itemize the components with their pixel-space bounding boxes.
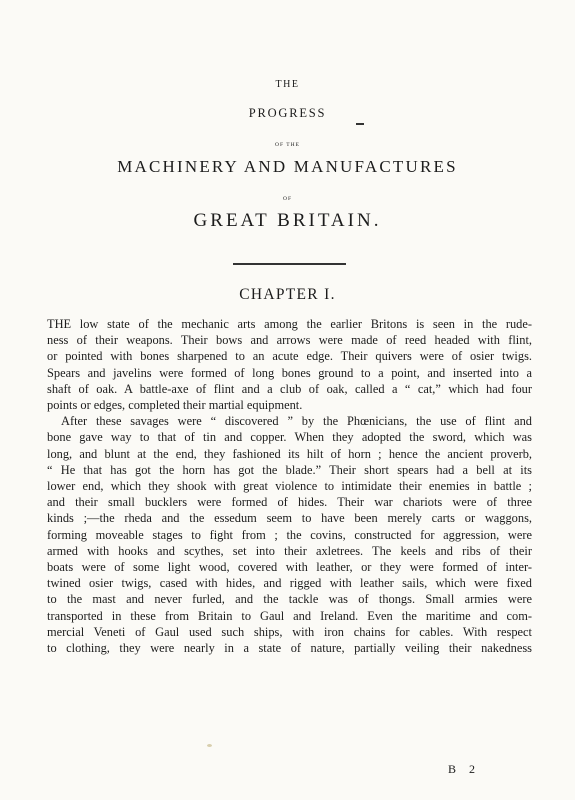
title-great-britain: GREAT BRITAIN. bbox=[193, 210, 382, 231]
body-line: armed with hooks and scythes, set into their axletrees. The keels and ribs of their bbox=[47, 543, 532, 558]
paper-speck bbox=[207, 744, 212, 747]
body-line: long, and blunt at the end, they fashioned its hilt of horn ; hence the ancient proverb, bbox=[47, 446, 532, 461]
body-line: points or edges, completed their martial equipment. bbox=[47, 398, 303, 413]
title-progress: PROGRESS bbox=[248, 106, 327, 120]
body-line: “ He that has got the horn has got the blade.” Their short spears had a bell at its bbox=[47, 462, 532, 477]
body-line: to the mast and never furled, and the tackle was of thongs. Small armies were bbox=[47, 592, 532, 607]
body-line: shaft of oak. A battle-axe of flint and a club of oak, called a “ cat,” which had four bbox=[47, 381, 532, 396]
body-line: After these savages were “ discovered ” by the Phœnicians, the use of flint and bbox=[61, 414, 532, 429]
body-line: boats were of some light wood, covered with leather, or they were formed of inter- bbox=[47, 560, 532, 575]
body-line: forming moveable stages to fight from ; the covins, constructed for aggression, were bbox=[47, 527, 532, 542]
title-the: THE bbox=[275, 79, 300, 90]
body-line: Spears and javelins were formed of long bones ground to a point, and inserted into a bbox=[47, 365, 532, 380]
body-line: twined osier twigs, cased with hides, and rigged with leather sails, which were fixed bbox=[47, 576, 532, 591]
body-line: to clothing, they were nearly in a state of nature, partially veiling their nakedness bbox=[47, 641, 532, 656]
body-line: kinds ;—the rheda and the essedum seem to have been merely carts or waggons, bbox=[47, 511, 532, 526]
title-of: OF bbox=[282, 196, 293, 202]
title-of-the: OF THE bbox=[275, 142, 300, 148]
title-machinery: MACHINERY AND MANUFACTURES bbox=[117, 157, 458, 176]
signature-mark: B 2 bbox=[448, 762, 481, 776]
body-line: lower end, which they shook with great violence to intimidate their enemies in battle ; bbox=[47, 479, 532, 494]
body-text bbox=[47, 316, 532, 656]
chapter-heading: CHAPTER I. bbox=[239, 286, 336, 303]
title-rule bbox=[233, 263, 346, 265]
body-line: or pointed with bones sharpened to an acute edge. Their quivers were of osier twigs. bbox=[47, 349, 532, 364]
body-line: ness of their weapons. Their bows and arrows were made of reed headed with flint, bbox=[47, 333, 532, 348]
body-line: and their small bucklers were formed of hides. Their war chariots were of three bbox=[47, 495, 532, 510]
body-line: THE low state of the mechanic arts among the earlier Britons is seen in the rude- bbox=[47, 317, 532, 331]
body-line: bone gave way to that of tin and copper. When they adopted the sword, which was bbox=[47, 430, 532, 445]
body-line: mercial Veneti of Gaul used such ships, with iron chains for cables. With respect bbox=[47, 624, 532, 639]
body-line: transported in these from Britain to Gaul and Ireland. Even the maritime and com- bbox=[47, 608, 532, 623]
printer-mark bbox=[356, 123, 364, 125]
